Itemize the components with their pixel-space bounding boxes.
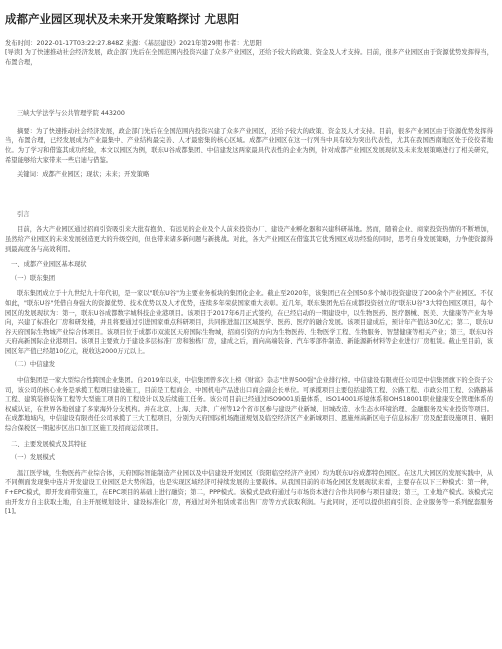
section-heading-1: 一、成都产业园区基本现状	[11, 261, 87, 269]
intro-heading: 引言	[17, 210, 30, 218]
publish-meta: 发布时间：2022-01-17T03:22:27.848Z 来源：《基层建设》2021年第29期 作者：尤思阳	[5, 40, 262, 47]
keywords: 关键词：成都产业园区；现状；未来；开发策略	[17, 171, 150, 179]
citic-paragraph: 中信集团是一家大型综合性跨国企业集团。自2019年以来，中信集团曾多次上榜《财富》杂志"世界500强"企业排行榜。中信建设有限责任公司是中信集团旗下的全资子公司，该公司的核心业务是承揽工程项目建设施工，目前是工程商会、中国机电产品进出口商会副会长单位。可承揽项目主要包括建筑工程、公路工程、市政公用工程、公路路基工程、建筑装修装饰工程等大型施工项目的工程设计以及后续施工任务。该公司目前已经通过ISO9001质量体系、ISO14001环境体系和OHS18001职业健康安全管理体系的权威认证，在世界各地创建了多家海外分支机构。并在北京、上海、天津、广州等12个省市区参与建设产业新城、旧城改造、水生态水环境治理、金融服务及实业投资等项目。在成都地域内，中信建设有限责任公司承揽了三大工程项目，分别为天府国际机场跑道规划及临空经济区产业新城项目、恩施州高新区电子信息标准厂房及配套设施项目、襄阳综合保税区一期起步区出口加工区施工及招商运营项目。	[5, 377, 493, 433]
subsection-heading-2-1: （一）发展模式	[11, 454, 56, 462]
subsection-heading-1-1: （一）联东集团	[11, 274, 56, 282]
development-mode-paragraph: 温江医学城，生物医药产业综合体，天府国际智能制造产业园以及中信建设开发园区（资阳临空经济产业园）均为联东U谷成都特色园区。在这几大园区的发展实践中，从不同侧面发现集中连片开发建设工业园区是大势所趋，也是实现区域经济可持续发展的主要载体。从我国目前的市场化园区发展现状来看，主要存在以下三种模式：第一种，F+EPC模式，即开发商带资施工，在EPC项目的基础上进行融资；第二，PPP模式。该模式是政府通过与市场资本进行合作共同参与项目建设；第三，工业地产模式。该模式完由开发方自主获取土地，自主开展规划设计、建设标准化厂房，再通过对外租赁或者出售厂房等方式获取利润。与此同时，还可以提供招商引资、企业服务等一系列配套服务[1]。	[5, 469, 493, 516]
page-title: 成都产业园区现状及未来开发策略探讨 尤思阳	[5, 12, 240, 26]
guide-text: [导读] 为了快速推动社会经济发展，政企部门先后在全国范围内投资兴建了众多产业园区，还给予较大的政策、资金及人才支持。目前，很多产业园区由于资源优势发挥得当，布置合理，	[5, 49, 493, 66]
abstract: 摘要：为了快速推动社会经济发展，政企部门先后在全国范围内投资兴建了众多产业园区，还给予较大的政策、资金及人才支持。目前，很多产业园区由于资源优势发挥得当，布置合理，已经发展成为产业最集中、产业结构最完善、人才最密集的核心区域。成都产业园区在这一行列当中具有较为突出代表性，尤其在我国西南地区处于佼佼者地位。为了学习和借鉴其成功经验，本文以园区为例，联东U谷成都集团、中信建发这两家最具代表性的企业为例，针对成都产业园区发展现状及未来发展策略进行了相关研究，希望能够给大家带来一些启迪与借鉴。	[5, 127, 493, 164]
lian-dong-paragraph: 联东集团成立于十九世纪九十年代初，是一家以"联东U谷"为主要业务板块的集团化企业。截止至2020年，该集团已在全国50多个城市投资建设了200余个产业园区。不仅如此，"联东U谷"凭借自身强大的资源优势、技术优势以及人才优势，连续多年荣获国家重大表彰。近几年，联东集团先后在成都投资创立的"联东U谷"3大特色园区项目，每个园区的发展现状为：第一，联东U谷成都数字城科技企业港项目。该项目于2017年6月正式签约，在已经启动的一期建设中，以生物医药、医疗器械、医美、大健康等产业为导向，兴建了标准化厂房和研发楼，并且将要通过引进国家重点科研项目，共同推进温江区域医学、医药、医疗的融合发展。该项目建成后，预计年产值达30亿元；第二，联东U谷天府国际生物城产业综合体项目。该项目位于成都市双流区天府国际生物城，招商引资的方向为生物医药、生物医学工程、生物服务、智慧健康等相关产业；第三，联东U谷天府高新国际企业港项目。该项目主要致力于建设多层标准厂房和独栋厂房，建成之后，面向高端装备、汽车零部件制造、新能源新材料等企业进行厂房租赁。截止至目前，该园区年产值已经超10亿元，税收达2000万元以上。	[5, 290, 493, 355]
section-heading-2: 二、主要发展模式及其特征	[11, 440, 87, 448]
intro-paragraph: 目前，各大产业园区通过招商引资吸引来大批有抱负、有远见的企业及个人前来投资办厂、建设产业孵化器和兴建科研基地。然而，随着企业、商家投资热情的不断增加，虽然给产业园区的未来发展创造更大的升级空间，但也带来诸多新问题与新挑战。对此，各大产业园区在借鉴其它优秀园区成功经验的同时，思考自身发展策略，力争使资源得到最高度各与高效利用。	[5, 226, 493, 253]
subsection-heading-1-2: （二）中信建发	[11, 361, 56, 369]
author-affiliation: 三峡大学法学与公共管理学院 443200	[17, 110, 125, 118]
